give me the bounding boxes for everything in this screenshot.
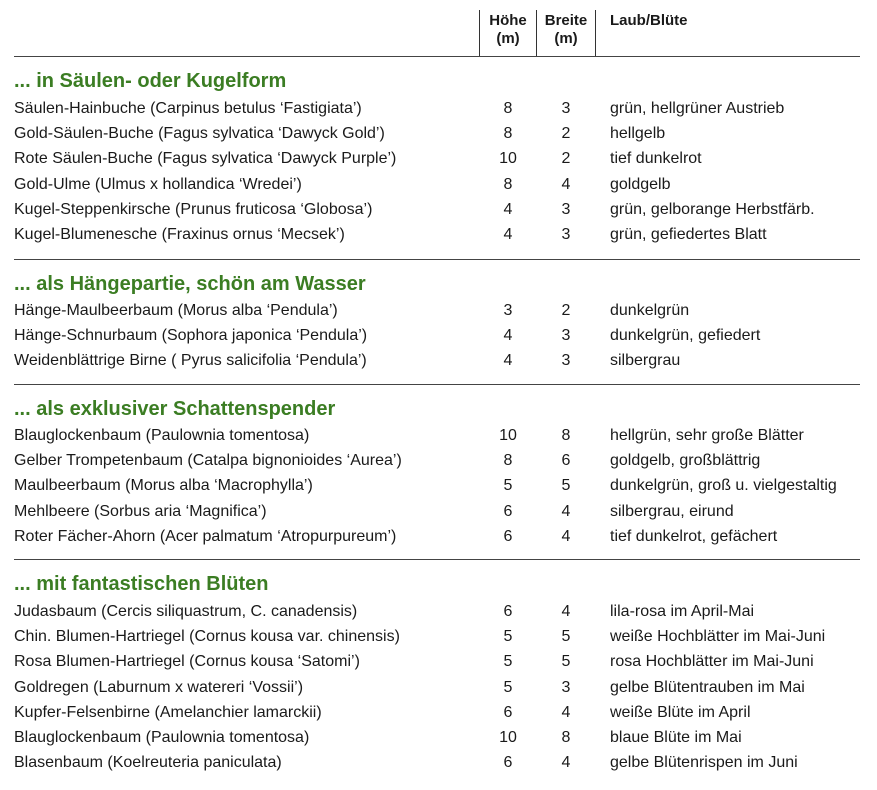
table-row: [0, 725, 877, 750]
plant-name: Rote Säulen-Buche (Fagus sylvatica ‘Dawyck Purple’): [14, 150, 397, 168]
height-value: 4: [503, 200, 513, 218]
table-row: [0, 599, 877, 624]
table-row: [0, 172, 877, 197]
plant-name: Blasenbaum (Koelreuteria paniculata): [14, 754, 282, 772]
table-row: [0, 675, 877, 700]
height-value: 6: [503, 502, 513, 520]
height-value: 5: [503, 477, 513, 495]
foliage-bloom: rosa Hochblätter im Mai-Juni: [610, 653, 814, 671]
foliage-bloom: tief dunkelrot: [610, 150, 702, 168]
width-value: 4: [561, 603, 571, 620]
foliage-bloom: silbergrau: [610, 352, 681, 370]
height-value: 8: [503, 175, 513, 193]
foliage-bloom: grün, hellgrüner Austrieb: [610, 100, 785, 117]
table-row: [0, 197, 877, 222]
section-title: ... in Säulen- oder Kugelform: [14, 70, 287, 92]
header-breite: [537, 12, 595, 48]
foliage-bloom: dunkelgrün, groß u. vielgestaltig: [610, 477, 837, 495]
table-row: [0, 524, 877, 549]
column-divider: [479, 10, 480, 56]
width-value: 4: [561, 502, 571, 520]
table-row: [0, 96, 877, 121]
table-row: [0, 121, 877, 146]
height-value: 5: [503, 628, 513, 646]
plant-name: Kupfer-Felsenbirne (Amelanchier lamarckii): [14, 703, 322, 721]
plant-name: Weidenblättrige Birne ( Pyrus salicifolia ‘Pendula’): [14, 352, 367, 370]
width-value: 3: [561, 327, 571, 345]
width-value: 4: [561, 703, 571, 721]
width-value: 5: [561, 628, 571, 646]
column-divider: [536, 10, 537, 56]
width-value: 3: [561, 678, 571, 696]
height-value: 8: [503, 125, 513, 143]
width-value: 3: [561, 226, 571, 243]
height-value: 4: [503, 226, 513, 243]
plant-name: Chin. Blumen-Hartriegel (Cornus kousa var. chinensis): [14, 628, 400, 646]
width-value: 3: [561, 200, 571, 218]
width-value: 6: [561, 452, 571, 470]
section-title: ... als Hängepartie, schön am Wasser: [14, 273, 366, 295]
height-value: 10: [499, 150, 517, 168]
height-value: 6: [503, 754, 513, 772]
width-value: 4: [561, 175, 571, 193]
column-divider: [595, 10, 596, 56]
height-value: 4: [503, 352, 513, 370]
foliage-bloom: dunkelgrün, gefiedert: [610, 327, 761, 345]
width-value: 4: [561, 754, 571, 772]
header-hoehe-unit: (m): [496, 30, 520, 47]
height-value: 8: [503, 100, 513, 117]
table-row: [0, 499, 877, 524]
height-value: 10: [499, 729, 517, 746]
plant-name: Kugel-Blumenesche (Fraxinus ornus ‘Mecsek’): [14, 226, 345, 243]
header-hoehe-label: Höhe: [489, 12, 527, 29]
section-title: ... als exklusiver Schattenspender: [14, 398, 336, 420]
table-row: [0, 649, 877, 674]
plant-name: Roter Fächer-Ahorn (Acer palmatum ‘Atropurpureum’): [14, 527, 397, 545]
height-value: 4: [503, 327, 513, 345]
height-value: 6: [503, 703, 513, 721]
plant-name: Maulbeerbaum (Morus alba ‘Macrophylla’): [14, 477, 313, 495]
table-row: [0, 222, 877, 247]
plant-name: Blauglockenbaum (Paulownia tomentosa): [14, 427, 310, 444]
height-value: 6: [503, 603, 513, 620]
foliage-bloom: gelbe Blütentrauben im Mai: [610, 678, 805, 696]
foliage-bloom: grün, gelborange Herbstfärb.: [610, 200, 815, 218]
table-row: [0, 448, 877, 473]
width-value: 4: [561, 527, 571, 545]
foliage-bloom: gelbe Blütenrispen im Juni: [610, 754, 798, 772]
foliage-bloom: goldgelb, großblättrig: [610, 452, 761, 470]
section-divider: [14, 56, 860, 57]
width-value: 3: [561, 352, 571, 370]
height-value: 3: [503, 302, 513, 319]
foliage-bloom: lila-rosa im April-Mai: [610, 603, 755, 620]
table-row: [0, 473, 877, 498]
header-hoehe: [480, 12, 536, 48]
width-value: 5: [561, 477, 571, 495]
plant-name: Hänge-Maulbeerbaum (Morus alba ‘Pendula’): [14, 302, 338, 319]
height-value: 5: [503, 653, 513, 671]
table-row: [0, 323, 877, 348]
height-value: 10: [499, 427, 517, 444]
table-row: [0, 423, 877, 448]
foliage-bloom: silbergrau, eirund: [610, 502, 734, 520]
plant-name: Säulen-Hainbuche (Carpinus betulus ‘Fastigiata’): [14, 100, 362, 117]
plant-name: Mehlbeere (Sorbus aria ‘Magnifica’): [14, 502, 267, 520]
foliage-bloom: blaue Blüte im Mai: [610, 729, 742, 746]
width-value: 2: [561, 125, 571, 143]
header-breite-unit: (m): [554, 30, 578, 47]
plant-name: Hänge-Schnurbaum (Sophora japonica ‘Pendula’): [14, 327, 368, 345]
section-divider: [14, 384, 860, 385]
header-laub: Laub/Blüte: [610, 12, 688, 29]
foliage-bloom: dunkelgrün: [610, 302, 690, 319]
plant-name: Kugel-Steppenkirsche (Prunus fruticosa ‘Globosa’): [14, 200, 373, 218]
table-row: [0, 624, 877, 649]
foliage-bloom: tief dunkelrot, gefächert: [610, 527, 778, 545]
foliage-bloom: grün, gefiedertes Blatt: [610, 226, 767, 243]
width-value: 3: [561, 100, 571, 117]
height-value: 6: [503, 527, 513, 545]
height-value: 8: [503, 452, 513, 470]
table-row: [0, 298, 877, 323]
section-divider: [14, 259, 860, 260]
width-value: 2: [561, 150, 571, 168]
table-row: [0, 146, 877, 171]
plant-name: Blauglockenbaum (Paulownia tomentosa): [14, 729, 310, 746]
plant-name: Gold-Ulme (Ulmus x hollandica ‘Wredei’): [14, 175, 302, 193]
plant-name: Judasbaum (Cercis siliquastrum, C. canadensis): [14, 603, 358, 620]
foliage-bloom: weiße Hochblätter im Mai-Juni: [610, 628, 826, 646]
plant-name: Gold-Säulen-Buche (Fagus sylvatica ‘Dawyck Gold’): [14, 125, 385, 143]
width-value: 8: [561, 427, 571, 444]
width-value: 5: [561, 653, 571, 671]
plant-name: Goldregen (Laburnum x watereri ‘Vossii’): [14, 678, 304, 696]
height-value: 5: [503, 678, 513, 696]
foliage-bloom: hellgrün, sehr große Blätter: [610, 427, 804, 444]
width-value: 8: [561, 729, 571, 746]
table-row: [0, 750, 877, 775]
foliage-bloom: weiße Blüte im April: [610, 703, 751, 721]
table-row: [0, 348, 877, 373]
header-breite-label: Breite: [544, 12, 588, 29]
section-title: ... mit fantastischen Blüten: [14, 573, 269, 595]
plant-name: Gelber Trompetenbaum (Catalpa bignonioides ‘Aurea’): [14, 452, 402, 470]
section-divider: [14, 559, 860, 560]
width-value: 2: [561, 302, 571, 319]
table-row: [0, 700, 877, 725]
plant-name: Rosa Blumen-Hartriegel (Cornus kousa ‘Satomi’): [14, 653, 360, 671]
foliage-bloom: goldgelb: [610, 175, 671, 193]
foliage-bloom: hellgelb: [610, 125, 666, 143]
